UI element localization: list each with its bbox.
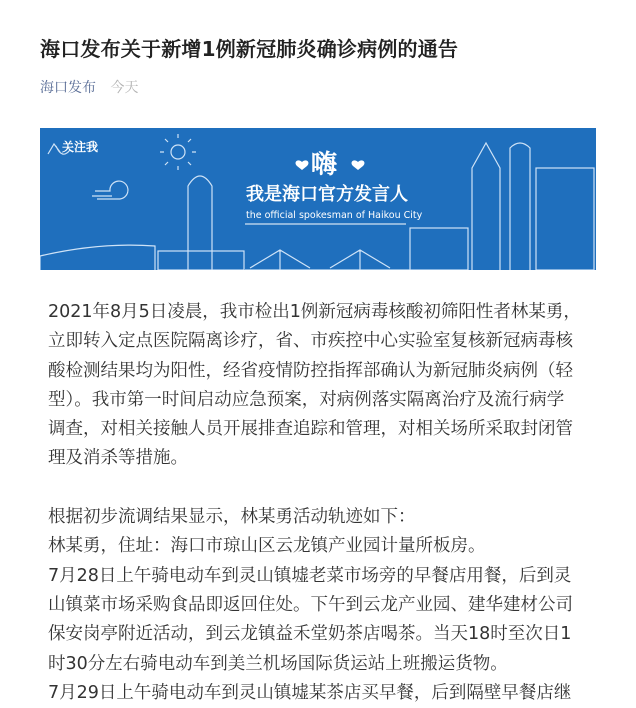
text-line: 型）。我市第一时间启动应急预案，对病例落实隔离治疗及流行病学 xyxy=(48,389,565,410)
article-title: 海口发布关于新增1例新冠肺炎确诊病例的通告 xyxy=(40,37,459,61)
article-meta xyxy=(40,77,138,97)
text-line: 立即转入定点医院隔离诊疗，省、市疾控中心实验室复核新冠病毒核 xyxy=(48,331,573,352)
text-line: 林某勇，住址：海口市琼山区云龙镇产业园计量所板房。 xyxy=(48,536,486,557)
text-line: 保安岗亭附近活动，到云龙镇益禾堂奶茶店喝茶。当天18时至次日1 xyxy=(48,624,572,645)
banner-subline: the official spokesman of Haikou City xyxy=(246,210,423,221)
text-line: 理及消杀等措施。 xyxy=(48,448,188,469)
text-line: 调查，对相关接触人员开展排查追踪和管理，对相关场所采取封闭管 xyxy=(48,419,573,440)
heart-icon xyxy=(352,160,365,170)
publish-date: 今天 xyxy=(110,80,139,96)
banner-hi: 嗨 xyxy=(311,150,338,180)
banner-headline: 我是海口官方发言人 xyxy=(246,184,408,205)
article-body xyxy=(48,298,608,708)
source-link[interactable]: 海口发布 xyxy=(40,80,96,96)
follow-label[interactable]: 关注我 xyxy=(62,140,99,154)
text-line: 酸检测结果均为阳性，经省疫情防控指挥部确认为新冠肺炎病例（轻 xyxy=(48,360,573,381)
text-line: 7月28日上午骑电动车到灵山镇墟老菜市场旁的早餐店用餐，后到灵 xyxy=(48,565,572,586)
text-line: 山镇菜市场采购食品即返回住处。下午到云龙产业园、建华建材公司 xyxy=(48,594,573,615)
cloud-icon xyxy=(92,181,128,199)
text-line: 7月29日上午骑电动车到灵山镇墟某茶店买早餐，后到隔壁早餐店继 xyxy=(48,682,572,703)
banner-image xyxy=(40,128,596,270)
paragraph-1 xyxy=(48,298,608,474)
text-line: 根据初步流调结果显示，林某勇活动轨迹如下： xyxy=(48,507,416,528)
sun-icon xyxy=(171,145,185,159)
text-line: 2021年8月5日凌晨，我市检出1例新冠病毒核酸初筛阳性者林某勇， xyxy=(48,302,581,322)
paragraph-2 xyxy=(48,503,608,708)
heart-icon xyxy=(296,160,309,170)
text-line: 时30分左右骑电动车到美兰机场国际货运站上班搬运货物。 xyxy=(48,653,508,674)
